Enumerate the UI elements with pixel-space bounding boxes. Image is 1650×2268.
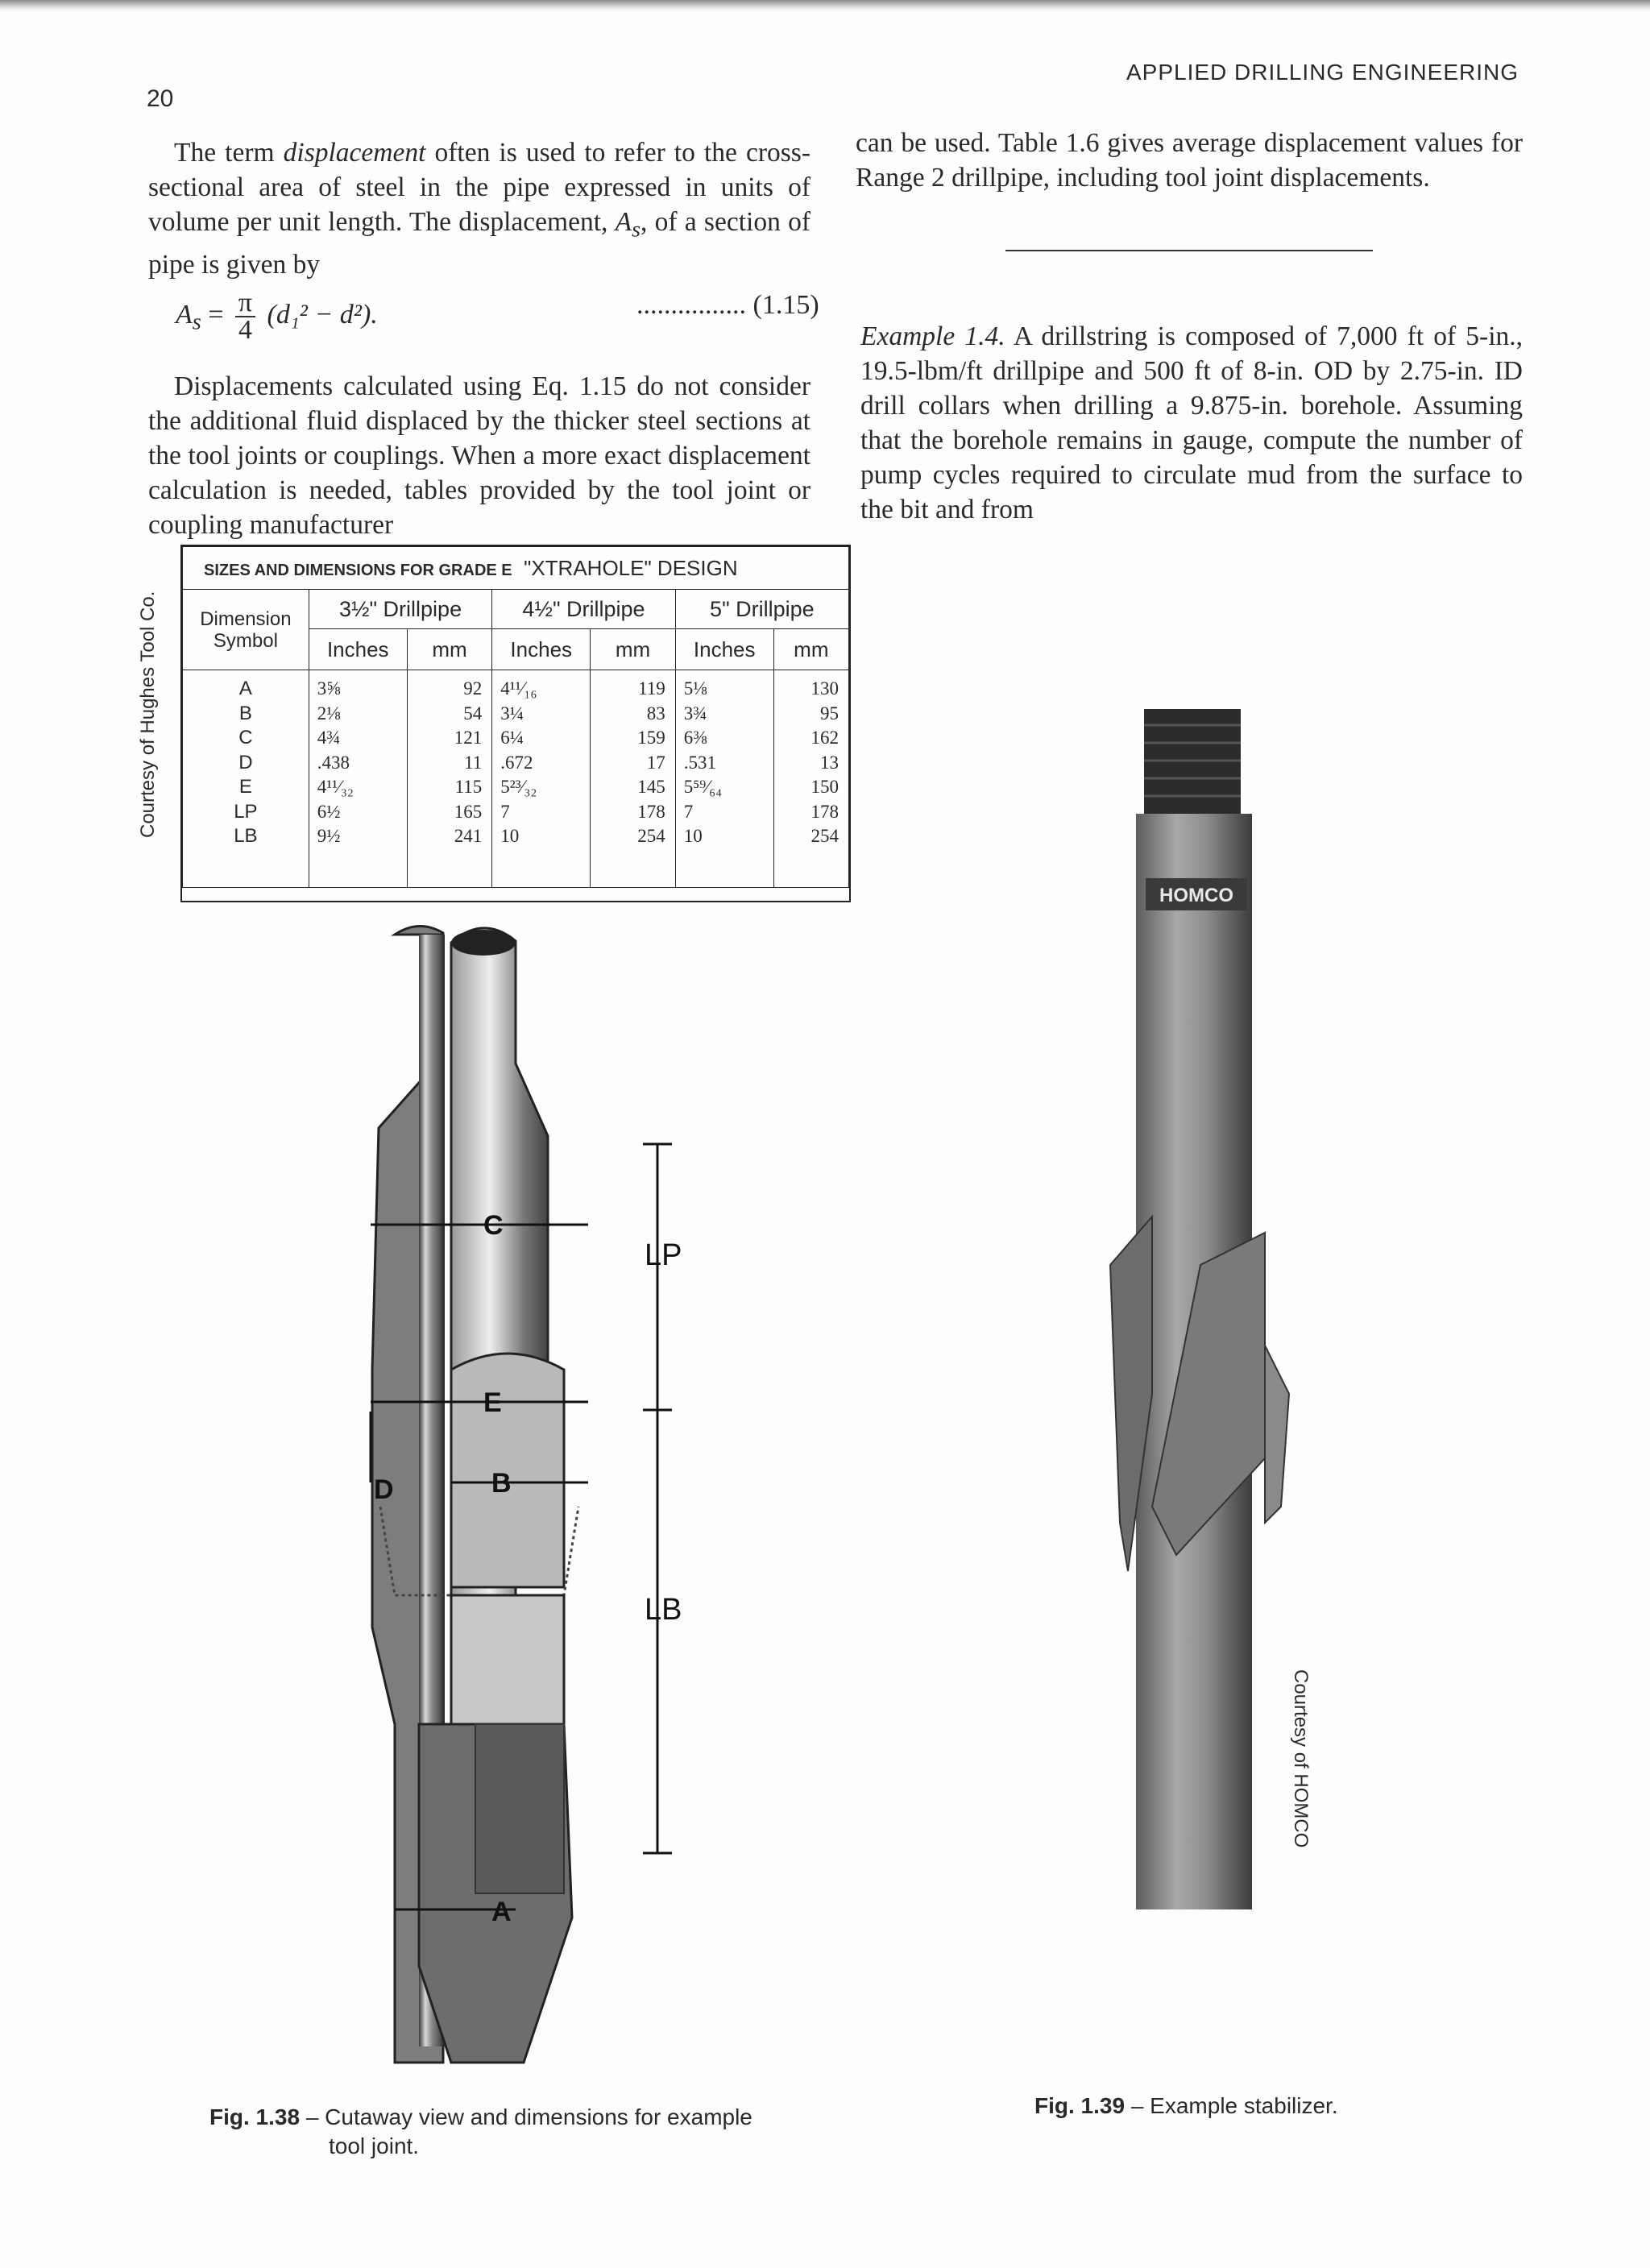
table-cell: 165 xyxy=(454,801,483,822)
stabilizer-figure xyxy=(1104,701,1313,1950)
table-cell: 150 xyxy=(810,777,839,797)
dimension-label-lb: LB xyxy=(645,1593,682,1627)
section-rule xyxy=(1005,250,1373,251)
dimension-label-a: A xyxy=(491,1897,512,1927)
column-header: Inches xyxy=(675,629,773,670)
mm-column-4-5 xyxy=(591,670,676,888)
scan-edge xyxy=(0,0,1650,11)
table-cell: 54 xyxy=(463,703,483,724)
column-header: mm xyxy=(407,629,492,670)
dimension-label-b: B xyxy=(491,1468,512,1499)
table-cell: 3¼ xyxy=(500,703,524,724)
table-cell: 178 xyxy=(637,801,665,822)
table-cell: .531 xyxy=(683,752,716,773)
left-column-intro xyxy=(148,135,810,282)
inches-column-3-5 xyxy=(309,670,407,888)
dimension-table xyxy=(180,545,851,902)
table-cell: E xyxy=(238,776,252,798)
table-cell: 5⁵⁹⁄₆₄ xyxy=(683,777,723,797)
inches-column-4-5 xyxy=(492,670,591,888)
symbol-column xyxy=(183,670,309,888)
table-cell: 17 xyxy=(646,752,665,773)
column-header: mm xyxy=(773,629,848,670)
table-cell: .438 xyxy=(317,752,350,773)
table-cell: 95 xyxy=(820,703,839,724)
table-cell: 254 xyxy=(810,826,839,846)
table-cell: 13 xyxy=(820,752,839,773)
table-cell: D xyxy=(238,751,253,773)
homco-brand-label: HOMCO xyxy=(1159,885,1233,906)
table-cell: 6¼ xyxy=(500,728,524,748)
courtesy-hughes: Courtesy of Hughes Tool Co. xyxy=(137,591,159,838)
table-cell: 4¹¹⁄₃₂ xyxy=(317,777,354,797)
table-cell: 9½ xyxy=(317,826,341,846)
group-header: 3½" Drillpipe xyxy=(309,590,491,629)
dimension-label-e: E xyxy=(483,1387,502,1418)
right-column-para1: can be used. Table 1.6 gives average displacement values for Range 2 drillpipe, including tool joint displacements. xyxy=(856,128,1523,193)
dimension-label-lp: LP xyxy=(645,1238,682,1272)
example-1-4: Example 1.4. A drillstring is composed of 7,000 ft of 5-in., 19.5-lbm/ft drillpipe and 500 ft of 8-in. OD by 2.75-in. ID drill collars when drilling a 9.875-in. borehole. Assuming that the borehole remains in gauge, compute the number of pump cycles required to circulate mud from the surface to the bit and from xyxy=(860,321,1524,525)
table-cell: A xyxy=(238,678,252,699)
table-cell: B xyxy=(238,702,252,724)
example-label: Example 1.4. xyxy=(860,321,1005,351)
table-cell: 83 xyxy=(646,703,665,724)
column-header: Inches xyxy=(309,629,407,670)
mm-column-5 xyxy=(773,670,848,888)
table-cell: 10 xyxy=(500,826,520,846)
left-column-para2: Displacements calculated using Eq. 1.15 do not consider the additional fluid displaced by the thicker steel sections at the tool joints or couplings. When a more exact displacement calculation is needed, tables provided by the tool joint or coupling manufacturer xyxy=(148,371,810,540)
table-cell: 4¹¹⁄₁₆ xyxy=(500,678,537,699)
table-cell: .672 xyxy=(500,752,533,773)
column-header: mm xyxy=(591,629,676,670)
table-cell: 2⅛ xyxy=(317,703,341,724)
table-cell: 5²³⁄₃₂ xyxy=(500,777,537,797)
pipe-opening xyxy=(451,930,516,956)
dimension-label-c: C xyxy=(483,1210,504,1241)
table-cell: 6½ xyxy=(317,801,341,822)
equation-number: ................ (1.15) xyxy=(636,290,819,320)
running-head: APPLIED DRILLING ENGINEERING xyxy=(1126,60,1519,85)
hardbanding xyxy=(475,1724,564,1893)
table-cell: 178 xyxy=(810,801,839,822)
table-cell: 92 xyxy=(463,678,483,699)
table-cell: 5⅛ xyxy=(683,678,707,699)
table-cell: LP xyxy=(234,800,258,823)
table-cell: 159 xyxy=(637,728,665,748)
table-cell: 241 xyxy=(454,826,483,846)
table-cell: 7 xyxy=(500,801,510,822)
caption-fig-1-38: Fig. 1.38 – Cutaway view and dimensions for example tool joint. xyxy=(209,2104,752,2158)
table-cell: 6⅜ xyxy=(683,728,707,748)
table-cell: C xyxy=(238,727,253,748)
pin-body xyxy=(451,1595,564,1724)
table-cell: 7 xyxy=(683,801,694,822)
table-cell: 121 xyxy=(454,728,483,748)
equation-1-15: $A_s = \frac{\pi}{4} (d_1^2 - d^2)$. ................ (1.15) xyxy=(176,288,819,345)
inches-column-5 xyxy=(675,670,773,888)
caption-fig-1-39: Fig. 1.39 – Example stabilizer. xyxy=(1034,2093,1338,2118)
paragraph-displacement: The term displacement often is used to refer to the cross-sectional area of steel in the pipe expressed in units of volume per unit length. The displacement, $A_s$, of a section of pipe is given by xyxy=(148,138,810,280)
table-cell: 254 xyxy=(637,826,665,846)
table-cell: 3¾ xyxy=(683,703,707,724)
table-cell: 119 xyxy=(638,678,665,699)
mm-column-3-5 xyxy=(407,670,492,888)
table-cell: 4¾ xyxy=(317,728,341,748)
group-header: 5" Drillpipe xyxy=(675,590,848,629)
tool-joint-cutaway-figure xyxy=(322,918,693,2079)
table-title: SIZES AND DIMENSIONS FOR GRADE E "XTRAHOLE" DESIGN xyxy=(183,547,849,590)
table-cell: 3⅝ xyxy=(317,678,341,699)
stabilizer-blade xyxy=(1265,1345,1289,1523)
dimension-label-d: D xyxy=(374,1474,394,1505)
table-cell: 10 xyxy=(683,826,703,846)
courtesy-homco: Courtesy of HOMCO xyxy=(1290,1669,1312,1848)
table-cell: 11 xyxy=(464,752,483,773)
table-cell: LB xyxy=(234,825,258,847)
table-cell: 130 xyxy=(810,678,839,699)
table-cell: 115 xyxy=(454,777,483,797)
group-header: 4½" Drillpipe xyxy=(492,590,675,629)
table-cell: 162 xyxy=(810,728,839,748)
dimension-symbol-header: Dimension Symbol xyxy=(183,590,309,670)
page-number: 20 xyxy=(147,85,174,112)
table-cell: 145 xyxy=(637,777,665,797)
column-header: Inches xyxy=(492,629,591,670)
